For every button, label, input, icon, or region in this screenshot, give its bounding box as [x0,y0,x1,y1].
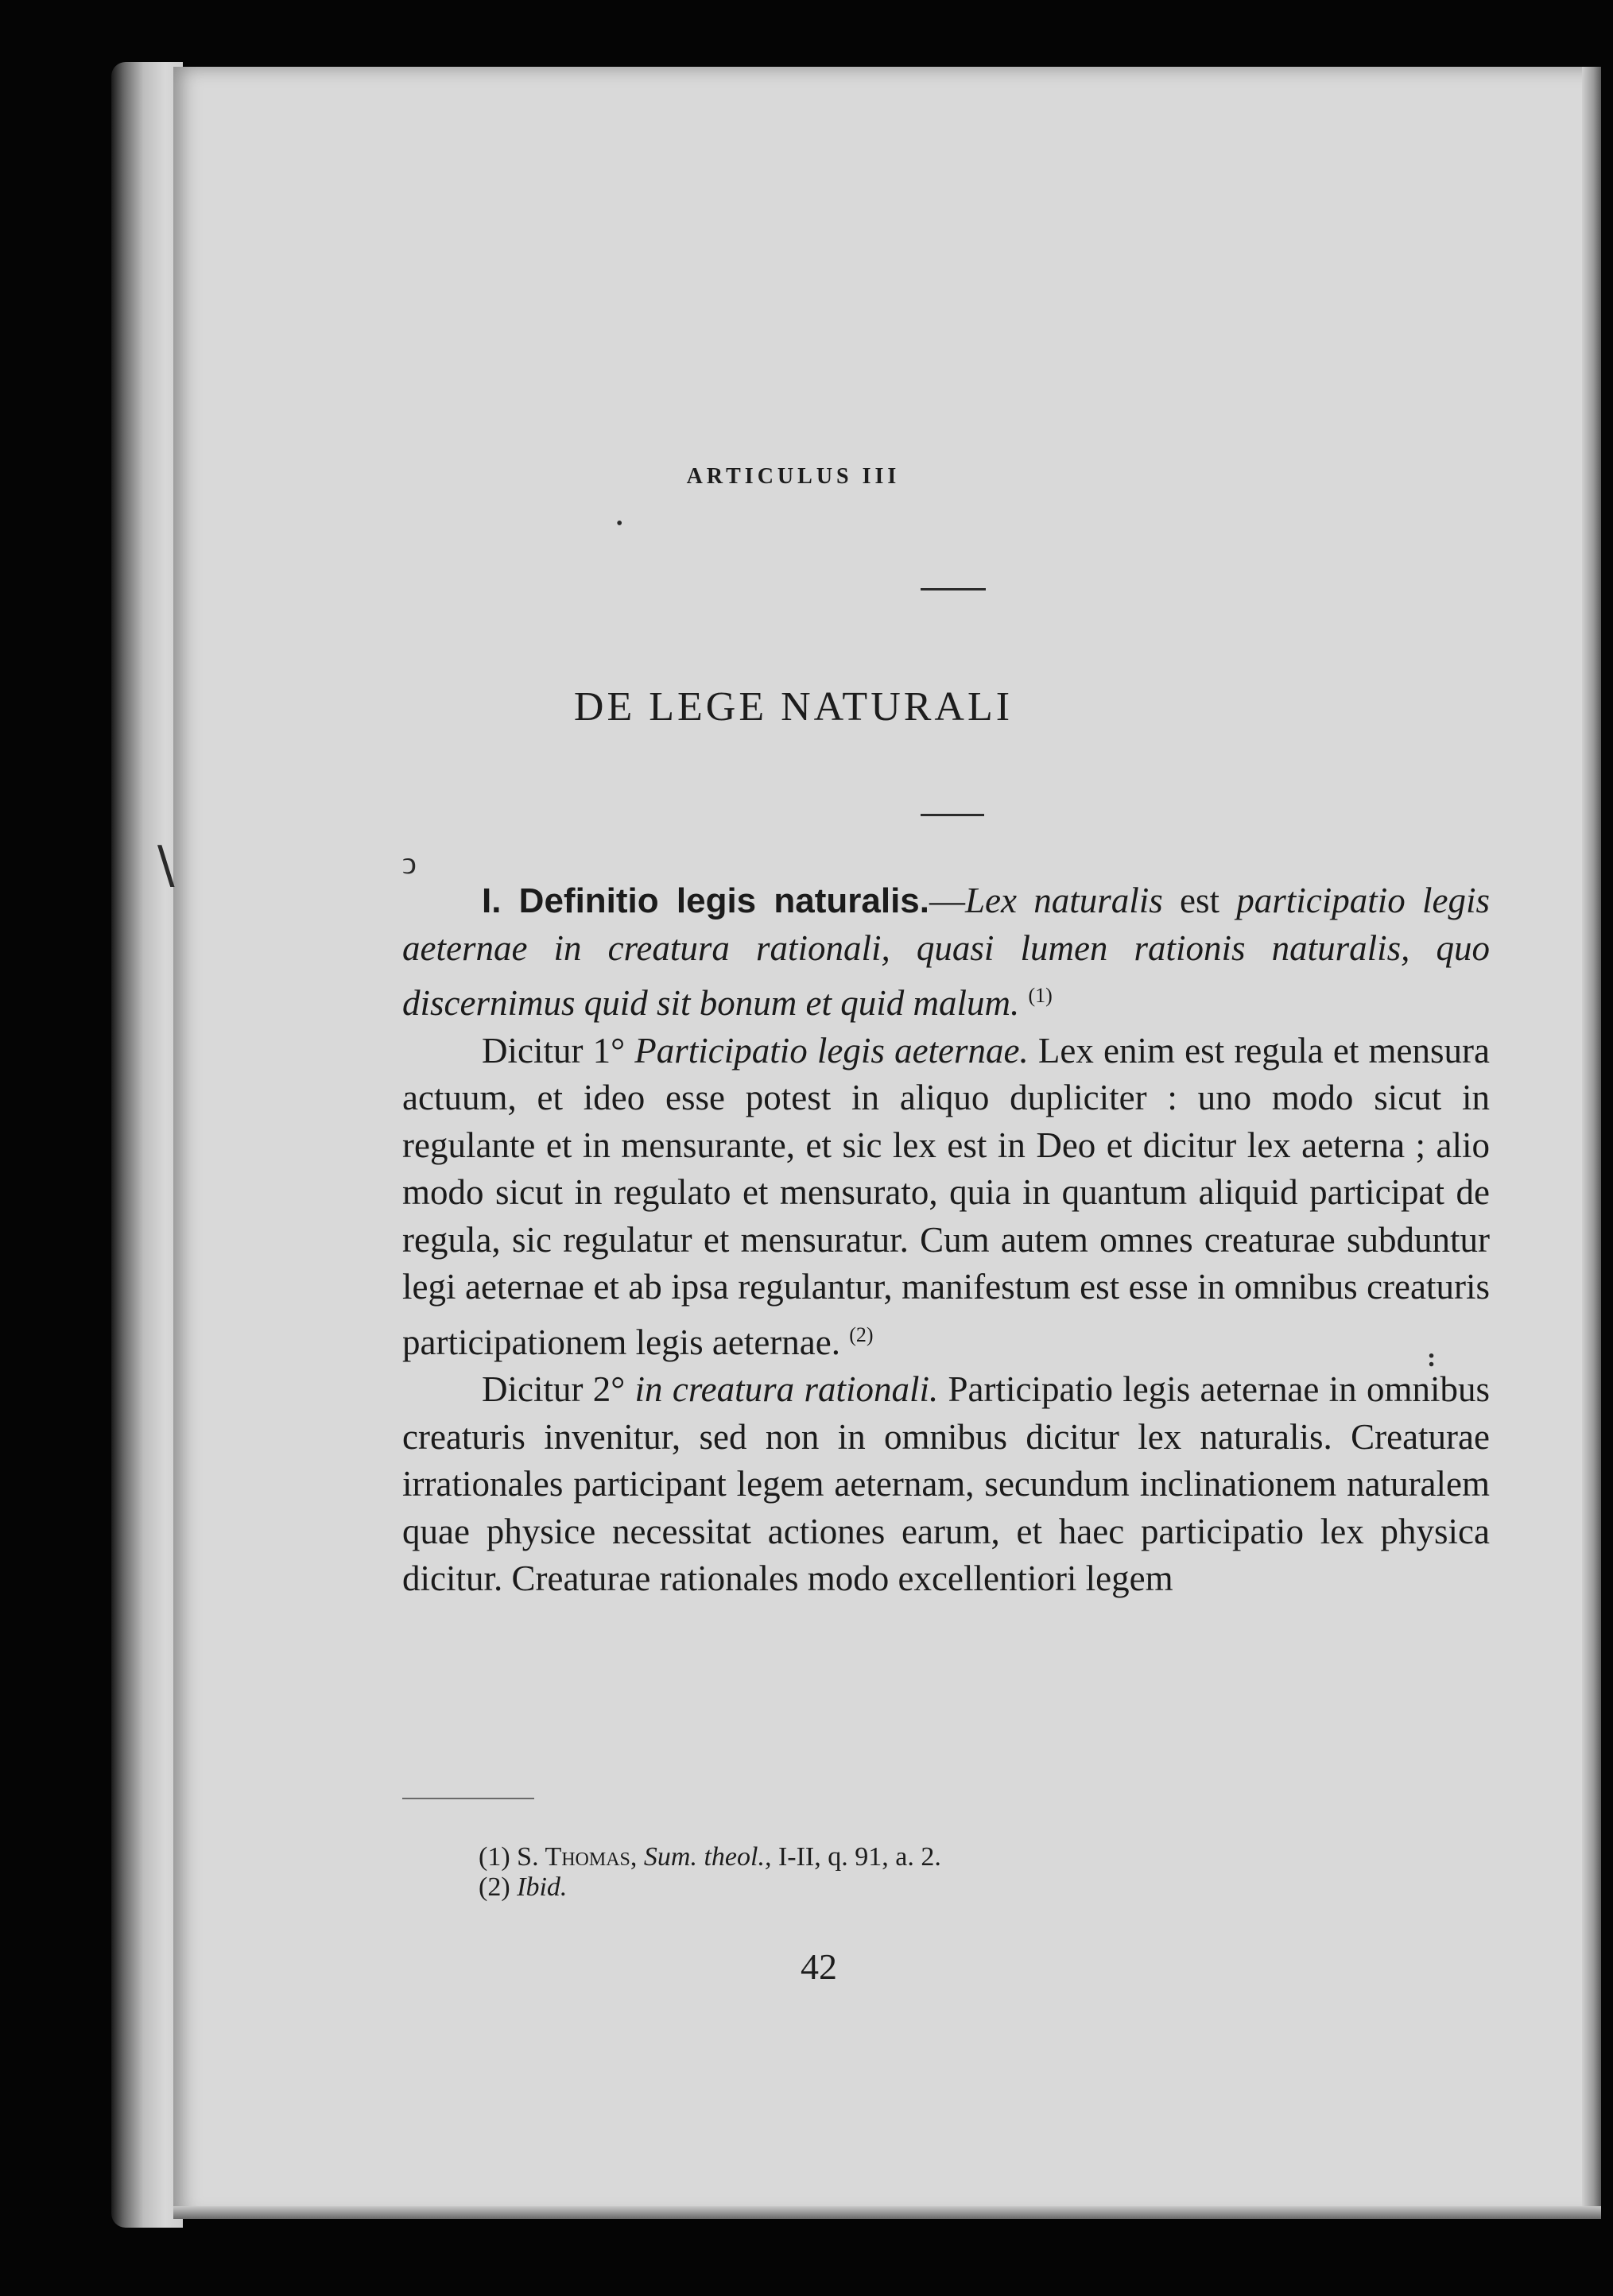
footnotes [479,1842,1353,1903]
article-heading: ARTICULUS III [686,464,901,489]
paragraph-first-point [402,1028,1490,1367]
footnote-ref-2: (2) [849,1322,874,1346]
ink-dot-mark: • [616,513,623,534]
footnote-2 [479,1872,1353,1903]
footnote-1 [479,1842,1353,1872]
heading-rule-bottom [921,814,984,816]
footnote-1-author: S. Thomas, [517,1842,638,1872]
footnote-separator [402,1798,534,1799]
first-point-text: Lex enim est regula et mensura actuum, et ideo esse potest in aliquo dupliciter : uno modo sicut in regulante et in mensurante, et sic lex est in Deo et dicitur lex aeterna ; alio modo sicut in regulato et mensurato, quia in quantum aliquid participat de regula, sic regulatur et mensuratur. Cum autem omnes creaturae subduntur legi aeternae et ab ipsa regulantur, manifestum est esse in omnibus creaturis participationem legis aeternae. [402,1030,1490,1362]
definition-heading: I. Definitio legis naturalis. [482,881,929,920]
footnote-2-number: (2) [479,1872,510,1902]
definition-dash: — [929,881,965,920]
section-title: DE LEGE NATURALI [573,684,1014,730]
footnote-2-text: Ibid. [517,1872,568,1902]
definition-term: Lex naturalis [964,881,1163,920]
page-bottom-edge [173,2206,1601,2219]
second-point-text: Participatio legis aeternae in omnibus creaturis invenitur, sed non in omnibus dicitur lex naturalis. Creaturae irrationales participant legem aeternam, secundum inclinationem naturalem quae physice necessitat actiones earum, et haec participatio lex physica dicitur. Creaturae rationales modo excellentiori legem [402,1369,1490,1598]
footnote-ref-1: (1) [1028,984,1053,1007]
footnote-1-work: Sum. theol., [643,1842,772,1872]
book-page [173,67,1601,2219]
book-spine [111,62,183,2228]
footnote-1-number: (1) [479,1842,510,1872]
second-point-start: Dicitur 2° [482,1369,635,1409]
definition-verb: est [1162,881,1237,920]
first-point-start: Dicitur 1° [482,1030,635,1071]
definition-text: participatio legis aeternae in creatura rationali, quasi lumen rationis naturalis, quo discernimus quid sit bonum et quid malum. [402,881,1490,1023]
paragraph-definition [402,877,1490,1028]
margin-slash-mark: \ [157,836,175,895]
body-text [402,877,1490,1603]
ink-curl-mark: ↄ [402,845,417,881]
first-point-phrase: Participatio legis aeternae. [634,1030,1029,1071]
page-right-edge [1582,67,1601,2219]
footnote-1-location: I-II, q. 91, a. 2. [771,1842,941,1872]
second-point-phrase: in creatura rationali. [634,1369,939,1409]
page-number: 42 [801,1946,837,1987]
heading-rule-top [921,588,986,590]
paragraph-second-point [402,1366,1490,1603]
margin-colon-mark: : [1427,1343,1437,1373]
